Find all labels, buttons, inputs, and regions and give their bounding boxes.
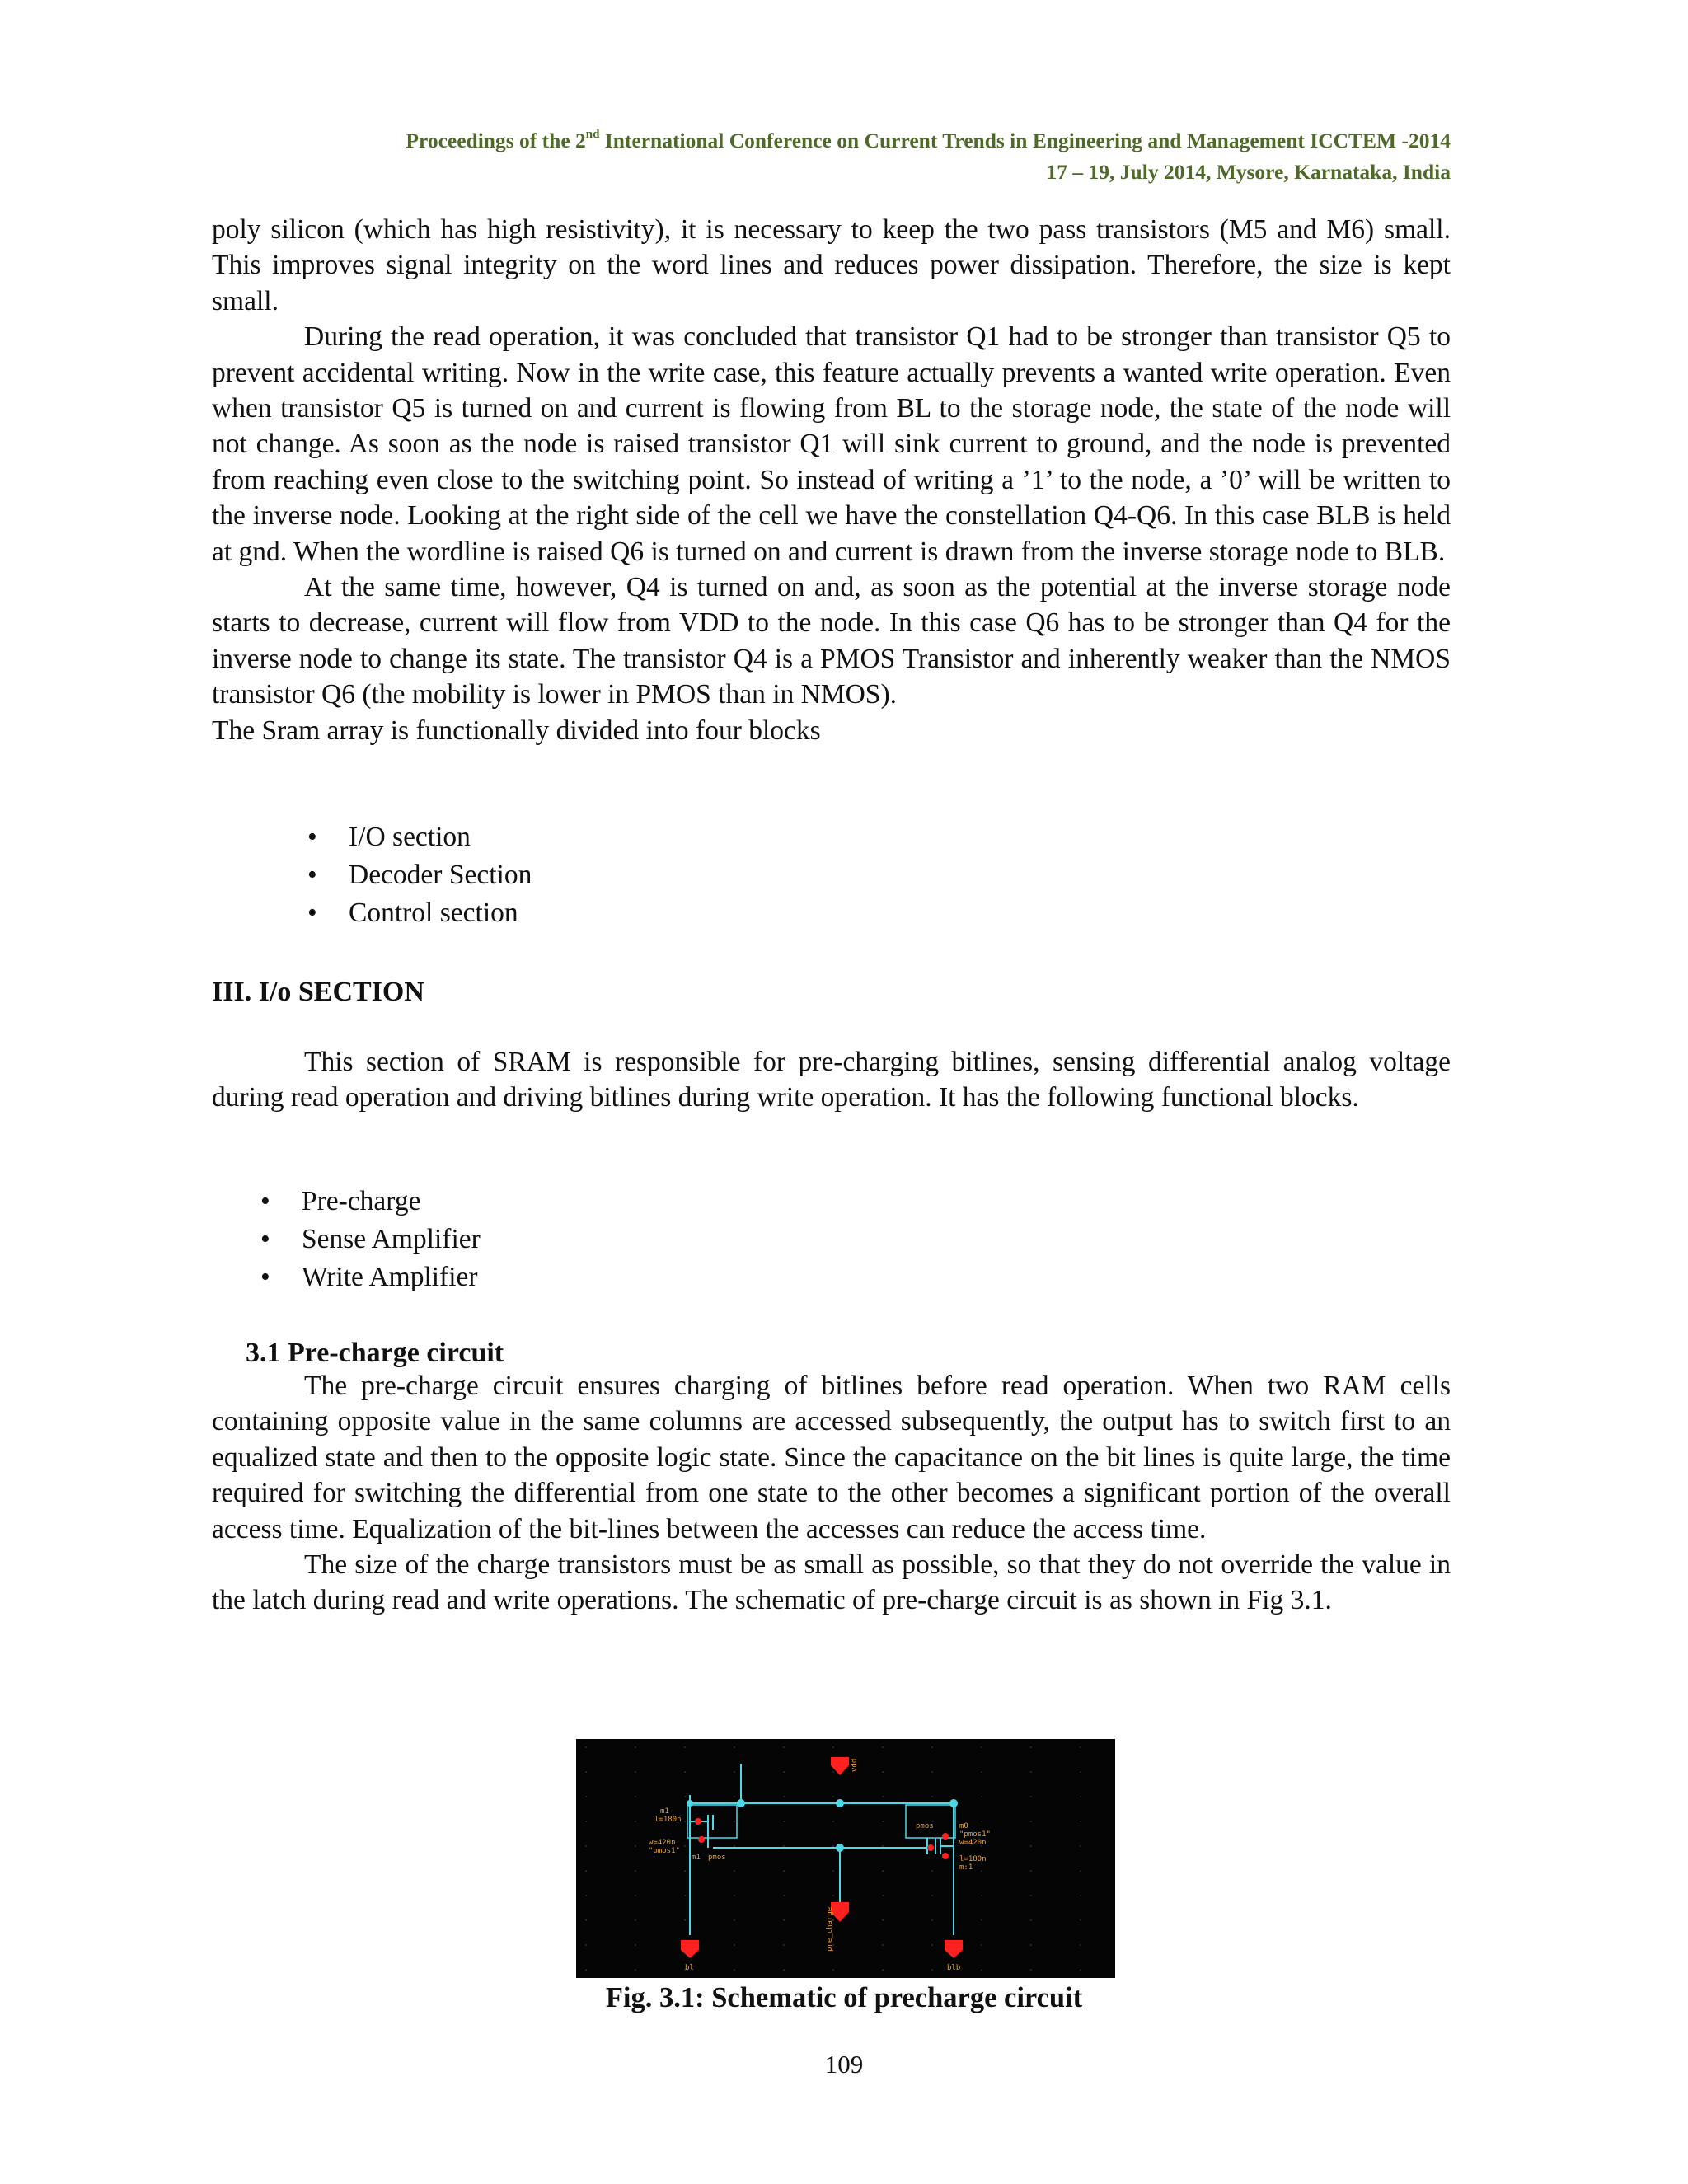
m0-body [906, 1805, 955, 1838]
grid-dot [635, 1746, 636, 1748]
grid-dot [585, 1895, 587, 1896]
grid-dot [882, 1746, 884, 1748]
terminal-dot [698, 1836, 705, 1843]
header-line-1: Proceedings of the 2nd International Conference on Current Trends in Engineering and Management ICCTEM -2014 [406, 128, 1451, 152]
blocks-list [301, 818, 532, 932]
bullet-icon: • [307, 898, 317, 928]
grid-dot [931, 1796, 933, 1797]
schematic-labels [649, 1759, 991, 1972]
grid-dot [684, 1746, 686, 1748]
grid-dot [635, 1870, 636, 1872]
grid-dot [1030, 1746, 1032, 1748]
m0-param: w=420n [959, 1839, 987, 1847]
grid-dot [585, 1821, 587, 1822]
grid-dot [832, 1895, 834, 1896]
grid-dot [684, 1771, 686, 1773]
paragraph-3: At the same time, however, Q4 is turned on and, as soon as the potential at the inverse storage node starts to decrease, current will flow from VDD to the node. In this case Q6 has to be stronger than Q4 for the inverse node to change its state. The transistor Q4 is a PMOS Transistor and inherently weaker than the NMOS transistor Q6 (the mobility is lower in PMOS than in NMOS). [212, 572, 1451, 710]
section-heading: III. I/o SECTION [212, 977, 424, 1007]
bullet-icon: • [260, 1224, 270, 1254]
grid-dot [1030, 1870, 1032, 1872]
pmos-left-label: pmos [708, 1854, 726, 1862]
terminal-dot [942, 1853, 949, 1859]
list-item: • I/O section [301, 818, 532, 856]
grid-dot [783, 1944, 785, 1946]
grid-dot [1030, 1969, 1032, 1971]
blb-label: blb [947, 1964, 961, 1972]
grid-dot [684, 1919, 686, 1921]
grid-dot [585, 1969, 587, 1971]
grid-dot [734, 1746, 735, 1748]
bullet-icon: • [260, 1262, 270, 1292]
grid-dot [832, 1870, 834, 1872]
grid-dot [635, 1845, 636, 1847]
grid-dot [882, 1944, 884, 1946]
grid-dot [981, 1895, 982, 1896]
grid-dot [832, 1821, 834, 1822]
vdd-label: vdd [851, 1758, 859, 1772]
grid-dot [931, 1969, 933, 1971]
wires [690, 1764, 954, 1935]
header-line-2: 17 – 19, July 2014, Mysore, Karnataka, India [1046, 160, 1451, 184]
functional-blocks-list [254, 1183, 481, 1296]
grid-dot [734, 1771, 735, 1773]
grid-dot [832, 1845, 834, 1847]
grid-dot [1080, 1821, 1081, 1822]
grid-dot [832, 1969, 834, 1971]
grid-dot [1080, 1845, 1081, 1847]
grid-dot [783, 1969, 785, 1971]
grid-dot [1030, 1821, 1032, 1822]
grid-dot [981, 1821, 982, 1822]
grid-dot [684, 1870, 686, 1872]
grid-dot [931, 1919, 933, 1921]
blb-pin-icon [945, 1940, 963, 1958]
grid-dot [734, 1870, 735, 1872]
grid-dot [734, 1895, 735, 1896]
grid-dot [635, 1796, 636, 1797]
grid-dot [734, 1821, 735, 1822]
grid-dot [981, 1919, 982, 1921]
grid-dot [635, 1944, 636, 1946]
grid-dot [684, 1845, 686, 1847]
page-number: 109 [824, 2050, 864, 2079]
grid-dot [783, 1895, 785, 1896]
grid-dot [635, 1919, 636, 1921]
grid-dot [635, 1771, 636, 1773]
grid-dot [585, 1919, 587, 1921]
junction-dot [737, 1799, 745, 1807]
grid-dot [882, 1821, 884, 1822]
grid-dot [981, 1870, 982, 1872]
junction-dot [687, 1800, 693, 1807]
body-block-1 [212, 212, 1451, 748]
grid-dot [981, 1746, 982, 1748]
bodies [687, 1805, 955, 1838]
grid-dot [1080, 1919, 1081, 1921]
grid-dot [1030, 1845, 1032, 1847]
grid-dot [882, 1895, 884, 1896]
list-item: • Sense Amplifier [254, 1221, 481, 1258]
grid-dot [585, 1944, 587, 1946]
grid-dot [783, 1796, 785, 1797]
grid-dot [783, 1821, 785, 1822]
grid-dot [684, 1821, 686, 1822]
grid-dot [684, 1895, 686, 1896]
grid-dot [1080, 1771, 1081, 1773]
body-block-2 [212, 1044, 1451, 1116]
m1-param: "pmos1" [649, 1847, 680, 1855]
paragraph-6: The pre-charge circuit ensures charging of bitlines before read operation. When two RAM cells containing opposite value in the same columns are accessed subsequently, the output has to switch first to an equalized state and then to the opposite logic state. Since the capacitance on the bit lines is quite large, the time required for switching the differential from one state to the other becomes a significant portion of the overall access time. Equalization of the bit-lines between the accesses can reduce the access time. [212, 1371, 1451, 1544]
grid-dot [734, 1919, 735, 1921]
m1-param: m1 [660, 1807, 669, 1816]
terminal-dot [927, 1844, 934, 1851]
grid-dot [783, 1746, 785, 1748]
grid-dot [931, 1895, 933, 1896]
bullet-icon: • [307, 860, 317, 890]
grid-dot [981, 1771, 982, 1773]
grid-dot [1030, 1771, 1032, 1773]
grid-dot [1080, 1870, 1081, 1872]
grid-dot [635, 1821, 636, 1822]
paragraph-4: The Sram array is functionally divided into four blocks [212, 715, 821, 746]
grid-dot [1030, 1919, 1032, 1921]
grid-dot [882, 1919, 884, 1921]
grid-dot [981, 1796, 982, 1797]
m1-marker: m1 [692, 1854, 701, 1862]
grid-dot [1080, 1746, 1081, 1748]
grid-dot [882, 1870, 884, 1872]
grid-dot [585, 1845, 587, 1847]
figure-caption: Fig. 3.1: Schematic of precharge circuit [605, 1982, 1083, 2013]
body-block-3 [212, 1368, 1451, 1619]
terminal-dot [695, 1818, 701, 1825]
m1-param: w=420n [649, 1839, 676, 1847]
grid-dot [1080, 1796, 1081, 1797]
grid-dot [585, 1746, 587, 1748]
grid-dot [882, 1845, 884, 1847]
m1-param: l=180n [654, 1816, 682, 1824]
bl-pin-icon [681, 1940, 699, 1958]
pmos-right-label: pmos [916, 1822, 934, 1830]
grid-dot [832, 1746, 834, 1748]
precharge-label: pre_charge [826, 1906, 834, 1952]
list-item: • Decoder Section [301, 856, 532, 894]
grid-dot [981, 1969, 982, 1971]
grid-dot [585, 1796, 587, 1797]
page-header [49, 125, 1451, 188]
grid-dot [1030, 1796, 1032, 1797]
grid-dot [882, 1969, 884, 1971]
junction-dot [836, 1799, 844, 1807]
paragraph-5: This section of SRAM is responsible for pre-charging bitlines, sensing differential analog voltage during read operation and driving bitlines during write operation. It has the following functional blocks. [212, 1047, 1451, 1113]
grid-dot [931, 1944, 933, 1946]
precharge-schematic-figure [576, 1739, 1115, 1978]
grid-dot [882, 1796, 884, 1797]
list-item: • Control section [301, 894, 532, 932]
bl-label: bl [685, 1964, 694, 1972]
junction-dot [836, 1844, 844, 1852]
bullet-icon: • [307, 822, 317, 852]
grid-dot [684, 1796, 686, 1797]
grid-dot [832, 1796, 834, 1797]
grid-dot [635, 1895, 636, 1896]
grid-dot [981, 1944, 982, 1946]
grid-dot [931, 1870, 933, 1872]
grid-dot [783, 1845, 785, 1847]
m0-param: "pmos1" [959, 1830, 991, 1839]
list-item: • Write Amplifier [254, 1258, 481, 1296]
grid-dot [734, 1796, 735, 1797]
grid-dot [783, 1870, 785, 1872]
grid-dot [1030, 1895, 1032, 1896]
subsection-heading: 3.1 Pre-charge circuit [246, 1338, 504, 1368]
list-item: • Pre-charge [254, 1183, 481, 1221]
grid-dot [1080, 1895, 1081, 1896]
grid-dot [734, 1944, 735, 1946]
junction-dot [950, 1799, 958, 1807]
grid-dot [734, 1969, 735, 1971]
paragraph-7: The size of the charge transistors must be as small as possible, so that they do not override the value in the latch during read and write operations. The schematic of pre-charge circuit is as shown in Fig 3.1. [212, 1549, 1451, 1616]
grid-dot [931, 1771, 933, 1773]
grid-dot [734, 1845, 735, 1847]
grid-dot [783, 1919, 785, 1921]
grid-dot [882, 1771, 884, 1773]
grid-dot [1080, 1944, 1081, 1946]
bullet-icon: • [260, 1186, 270, 1216]
grid-dot [783, 1771, 785, 1773]
grid-dot [1080, 1969, 1081, 1971]
grid-dot [1030, 1944, 1032, 1946]
m0-param: m0 [959, 1822, 968, 1830]
m0-param: l=180n [959, 1855, 987, 1863]
terminal-dot [942, 1833, 949, 1840]
grid-dot [635, 1969, 636, 1971]
grid-dot [832, 1771, 834, 1773]
schematic-svg [576, 1739, 1115, 1978]
m0-param: m:1 [959, 1863, 973, 1872]
paragraph-1: poly silicon (which has high resistivity), it is necessary to keep the two pass transistors (M5 and M6) small. This improves signal integrity on the word lines and reduces power dissipation. Therefore, the size is kept small. [212, 214, 1451, 316]
grid-dot [931, 1746, 933, 1748]
paragraph-2: During the read operation, it was concluded that transistor Q1 had to be stronger than transistor Q5 to prevent accidental writing. Now in the write case, this feature actually prevents a wanted write operation. Even when transistor Q5 is turned on and current is flowing from BL to the storage node, the state of the node will not change. As soon as the node is raised transistor Q1 will sink current to ground, and the node is prevented from reaching even close to the switching point. So instead of writing a ’1’ to the node, a ’0’ will be written to the inverse node. Looking at the right side of the cell we have the constellation Q4-Q6. In this case BLB is held at gnd. When the wordline is raised Q6 is turned on and current is drawn from the inverse storage node to BLB. [212, 321, 1451, 567]
grid-dot [585, 1771, 587, 1773]
grid-dot [585, 1870, 587, 1872]
